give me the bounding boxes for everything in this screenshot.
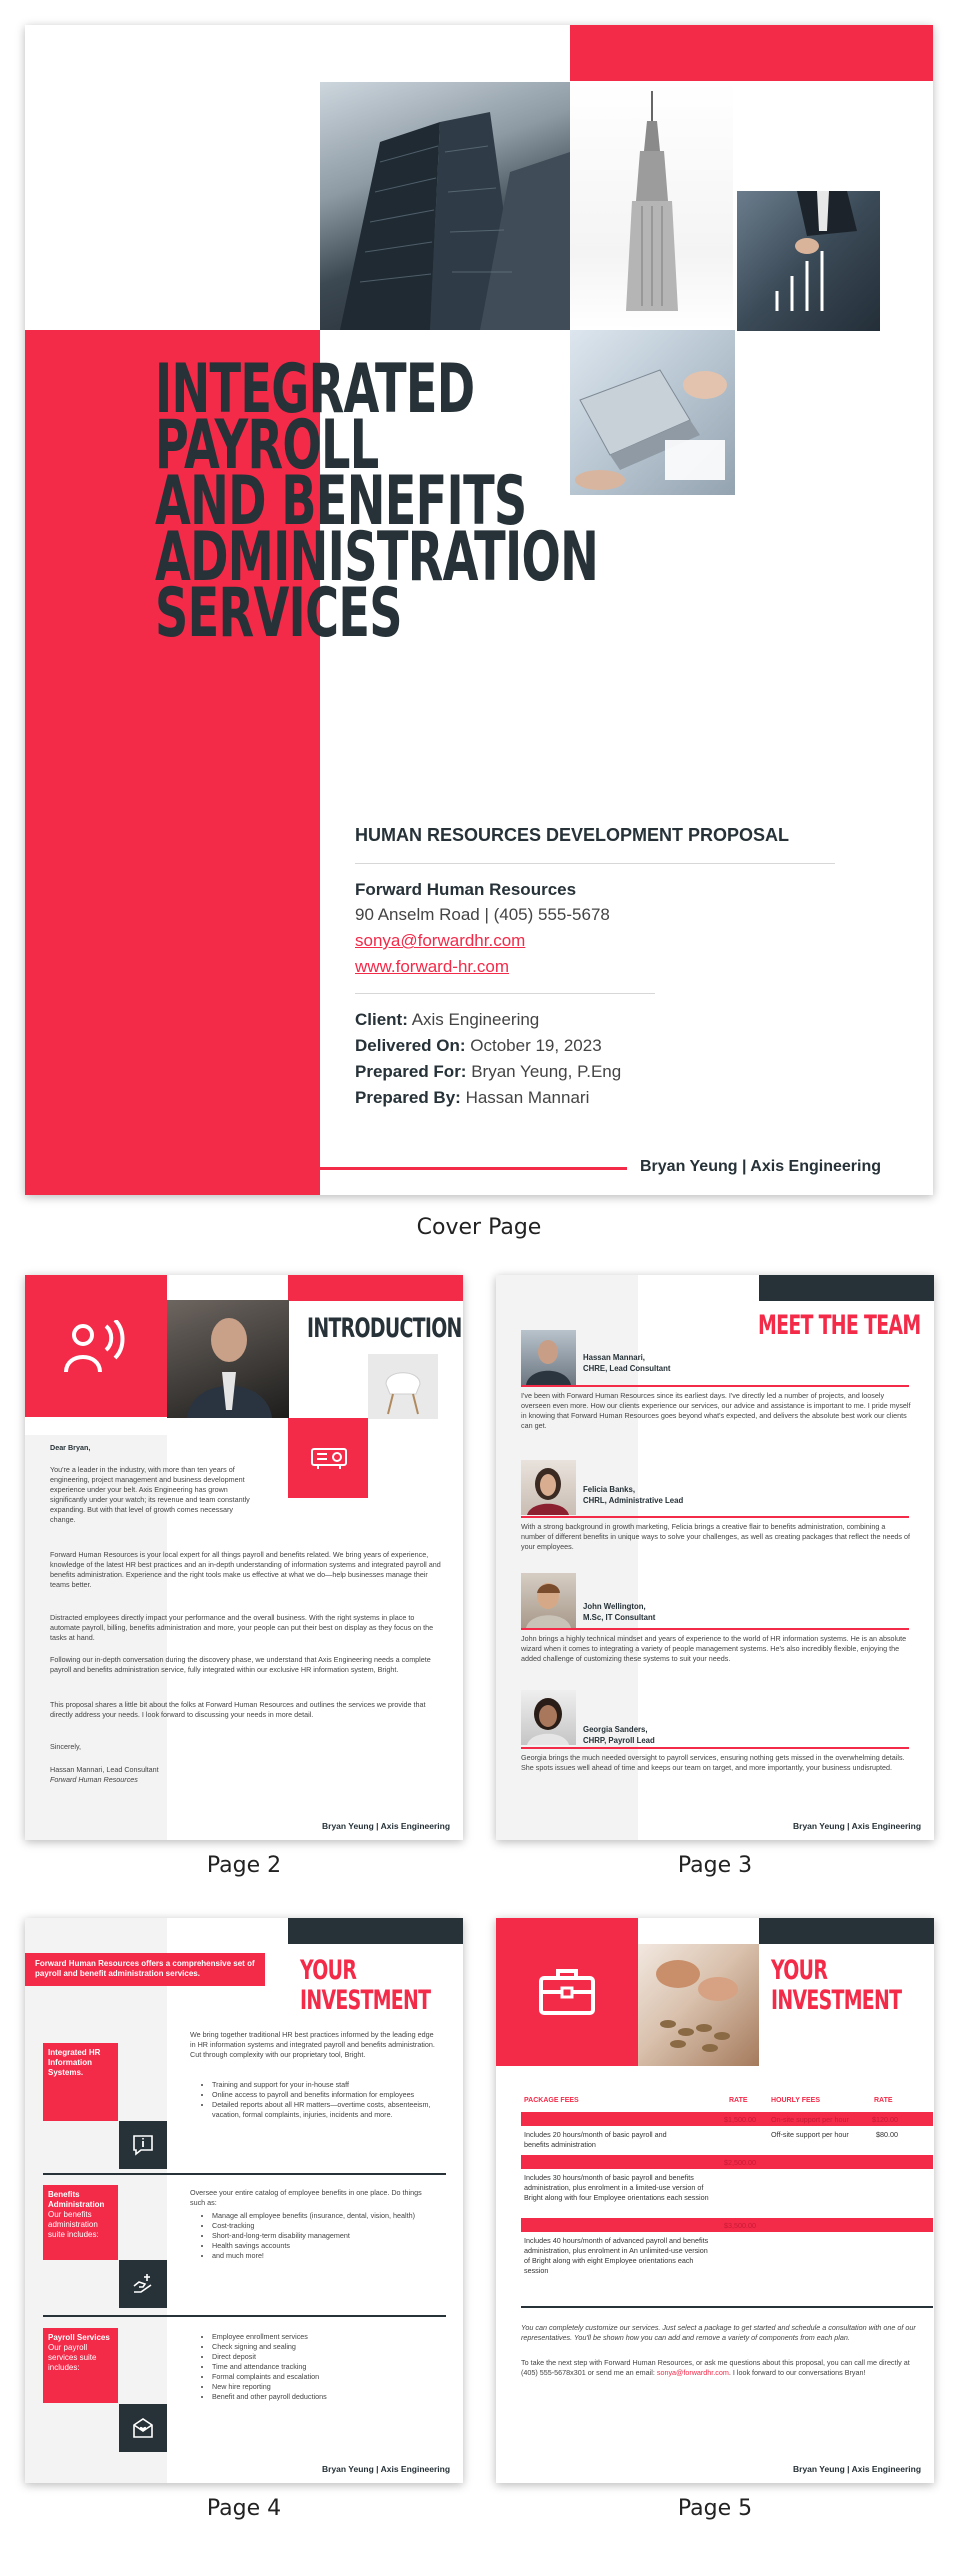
cover-address: 90 Anselm Road | (405) 555-5678	[355, 905, 610, 924]
hourly-rate: $120.00	[872, 2115, 898, 2124]
member-rule	[521, 1747, 909, 1749]
member-name: Georgia Sanders,	[583, 1725, 648, 1734]
section-bullets	[200, 2080, 435, 2120]
footer-rule	[320, 1167, 627, 1170]
page-2	[25, 1275, 463, 1840]
icon-tile	[119, 2404, 167, 2452]
page4-caption: Page 4	[206, 2496, 282, 2521]
divider	[355, 993, 655, 994]
bullet-item: • and much more!	[212, 2251, 435, 2261]
cover-top-red-block	[570, 25, 933, 81]
broadcast-person-icon	[61, 1320, 131, 1375]
section-intro: We bring together traditional HR best practices informed by the leading edge in HR information systems and integrated payroll and benefits administration. Cut through complexity with our proprietary tool, Bright.	[190, 2030, 435, 2059]
package-desc: Includes 30 hours/month of basic payroll and benefits administration, plus enrolment in a limited-use version of Bright along with four Employee orientations each session	[524, 2173, 709, 2202]
cover-website-link[interactable]: www.forward-hr.com	[355, 957, 509, 976]
member-rule	[521, 1628, 909, 1630]
table-header: PACKAGE FEES	[524, 2097, 579, 2104]
page3-heading: MEET THE TEAM	[758, 1310, 921, 1341]
prepared-by-label: Prepared By:	[355, 1088, 461, 1107]
member-title: CHRL, Administrative Lead	[583, 1496, 684, 1505]
section-label-title: Integrated HR Information Systems.	[48, 2048, 101, 2077]
member-title: M.Sc, IT Consultant	[583, 1613, 656, 1622]
bullet-item: • Health savings accounts	[212, 2241, 435, 2251]
divider	[355, 863, 835, 864]
page2-footer: Bryan Yeung | Axis Engineering	[322, 1821, 451, 1831]
member-rule	[521, 1516, 909, 1518]
cover-title-line: PAYROLL	[155, 406, 379, 485]
intro-paragraph: Following our in-depth conversation during the discovery phase, we understand that Axis Engineering needs a complete payroll and benefits administration service, fully integrated within our exclusive HR information system, Bright.	[50, 1655, 431, 1674]
avatar	[521, 1330, 576, 1385]
member-bio: I've been with Forward Human Resources since its earliest days. I've directly led a number of projects, and loosely overseen even more. How our clients experience our services, our advice and assistance is important to me. I pride myself in knowing that Forward Human Resources goes beyond what's expected, and delivers the absolute best work our clients can get.	[521, 1391, 911, 1430]
page3-caption: Page 3	[677, 1853, 753, 1878]
cover-client	[355, 1010, 539, 1030]
cover-title-line: AND BENEFITS	[155, 462, 527, 541]
hand-money-icon	[131, 2272, 155, 2296]
member-bio: Georgia brings the much needed oversight to payroll services, ensuring nothing gets missed in the overwhelming details. She spots issues well ahead of time and keeps our team on target, and more importantly, your business undisrupted.	[521, 1753, 905, 1772]
member-title: CHRP, Payroll Lead	[583, 1736, 655, 1745]
cover-delivered	[355, 1036, 602, 1056]
coins-photo	[638, 1944, 759, 2066]
package-rate: $3,500.00	[724, 2221, 756, 2230]
icon-tile	[119, 2260, 167, 2308]
signature-company: Forward Human Resources	[50, 1775, 138, 1784]
contact-email-link[interactable]: sonya@forwardhr.com	[656, 2368, 729, 2377]
hourly-rate: $80.00	[876, 2130, 898, 2139]
intro-paragraph: You're a leader in the industry, with more than ten years of engineering, project management and business development experience under your belt. Axis Engineering has grown significantly under your watch; its revenue and team constantly expanding. But with that level of growth comes necessary change.	[50, 1465, 250, 1524]
contact-text-end: . I look forward to our conversations Bryan!	[728, 2368, 866, 2377]
bullet-item: • Formal complaints and escalation	[212, 2372, 435, 2382]
section-divider	[43, 2173, 446, 2175]
member-name: John Wellington,	[583, 1602, 646, 1611]
table-bottom-rule	[521, 2306, 933, 2308]
table-header: HOURLY FEES	[771, 2097, 821, 2104]
bullet-item: • Benefit and other payroll deductions	[212, 2392, 435, 2402]
section-divider	[43, 2315, 446, 2317]
section-label-title: Payroll Services	[48, 2333, 110, 2342]
section-bullets	[200, 2211, 435, 2261]
member-rule	[521, 1385, 909, 1387]
table-header: RATE	[729, 2097, 748, 2104]
cover-prepared-by	[355, 1088, 589, 1108]
client-value: Axis Engineering	[411, 1010, 540, 1029]
chart-drawing-photo	[737, 191, 880, 331]
delivered-label: Delivered On:	[355, 1036, 466, 1055]
package-desc: Includes 40 hours/month of advanced payroll and benefits administration, plus enrolment in An unlimited-use version of Bright along with eight Employee orientations each session	[524, 2236, 709, 2275]
prepared-for-label: Prepared For:	[355, 1062, 467, 1081]
signature-name: Hassan Mannari, Lead Consultant	[50, 1765, 159, 1774]
bullet-item: • Short-and-long-term disability management	[212, 2231, 435, 2241]
member-bio: John brings a highly technical mindset and years of experience to the world of HR information systems. He is an absolute wizard when it comes to integrating a variety of people management systems. He's also incredibly flexible, enjoying the added challenge of customizing these systems to suit your needs.	[521, 1634, 907, 1663]
page4-footer: Bryan Yeung | Axis Engineering	[322, 2464, 451, 2474]
cover-prepared-for	[355, 1062, 621, 1082]
dark-strip	[759, 1275, 934, 1301]
section-label-title: Benefits Administration	[48, 2190, 105, 2209]
package-rate: $1,500.00	[724, 2115, 756, 2124]
section-label-sub: Our payroll services suite includes:	[48, 2343, 97, 2372]
bullet-item: • New hire reporting	[212, 2382, 435, 2392]
package-desc: Includes 20 hours/month of basic payroll and benefits administration	[524, 2130, 667, 2149]
delivered-value: October 19, 2023	[470, 1036, 602, 1055]
customize-note: You can completely customize our services. Just select a package to get started and schedule a consultation with one of our representatives. You'll be shown how you can add and remove a variety of components from each plan.	[521, 2323, 916, 2342]
avatar	[521, 1573, 576, 1628]
bullet-item: • Detailed reports about all HR matters—overtime costs, absenteeism, vacation, formal complaints, injuries, incidents and more.	[212, 2100, 435, 2120]
section-label	[43, 2185, 118, 2260]
intro-red-block	[25, 1275, 167, 1417]
cover-company: Forward Human Resources	[355, 880, 577, 899]
bullet-item: • Cost-tracking	[212, 2221, 435, 2231]
businessman-photo	[167, 1300, 289, 1418]
page-5	[496, 1918, 934, 2483]
bullet-item: • Training and support for your in-house staff	[212, 2080, 435, 2090]
dark-strip	[759, 1918, 934, 1944]
client-label: Client:	[355, 1010, 408, 1029]
bullet-item: • Employee enrollment services	[212, 2332, 435, 2342]
chat-info-icon	[132, 2134, 154, 2156]
empire-state-photo	[570, 81, 733, 329]
member-bio: With a strong background in growth marketing, Felicia brings a creative flair to benefits administration, combining a number of different benefits in unique ways to solve your challenges, as well as creating packages that reflect the needs of your employees.	[521, 1522, 911, 1551]
cover-title	[155, 350, 755, 653]
cover-title-line: INTEGRATED	[155, 350, 475, 429]
bullet-item: • Check signing and sealing	[212, 2342, 435, 2352]
bullet-item: • Online access to payroll and benefits information for employees	[212, 2090, 435, 2100]
skyscrapers-photo	[320, 82, 570, 330]
package-rate: $2,500.00	[724, 2158, 756, 2167]
bullet-item: • Manage all employee benefits (insurance, dental, vision, health)	[212, 2211, 435, 2221]
section-label	[43, 2328, 118, 2403]
projector-block	[288, 1418, 368, 1498]
envelope-heart-icon	[131, 2416, 155, 2440]
hourly-fee: Off-site support per hour	[771, 2130, 849, 2139]
section-label-sub: Our benefits administration suite includes:	[48, 2210, 99, 2239]
page5-caption: Page 5	[677, 2496, 753, 2521]
page2-caption: Page 2	[206, 1853, 282, 1878]
contact-text: To take the next step with Forward Human Resources, or ask me questions about this proposal, you can call me directly at (405) 555-5678x301 or send me an email:	[521, 2358, 910, 2377]
chair-photo	[368, 1354, 438, 1419]
icon-tile	[119, 2121, 167, 2169]
prepared-by-value: Hassan Mannari	[465, 1088, 590, 1107]
page4-heading: YOUR INVESTMENT	[300, 1955, 431, 2016]
intro-paragraph: This proposal shares a little bit about the folks at Forward Human Resources and outlines the services we provide that directly address your needs. I look forward to discussing your needs in more detail.	[50, 1700, 426, 1719]
page-3	[496, 1275, 934, 1840]
greeting: Dear Bryan,	[50, 1443, 91, 1452]
intro-paragraph: Forward Human Resources is your local expert for all things payroll and benefits related. We bring years of experience, knowledge of the latest HR best practices and an in-depth understanding of information systems and integrated payroll and benefits administration. Experience and the right tools make us effective at what we do—help businesses manage their teams better.	[50, 1550, 441, 1589]
page4-banner: Forward Human Resources offers a comprehensive set of payroll and benefit administration services.	[25, 1953, 265, 1986]
page-4	[25, 1918, 463, 2483]
page5-footer: Bryan Yeung | Axis Engineering	[793, 2464, 922, 2474]
projector-icon	[310, 1446, 348, 1470]
signoff: Sincerely,	[50, 1742, 82, 1751]
page2-heading: INTRODUCTION	[307, 1313, 462, 1344]
bullet-item: • Time and attendance tracking	[212, 2362, 435, 2372]
intro-paragraph: Distracted employees directly impact your performance and the overall business. With the right systems in place to automate payroll, billing, benefits administration and more, your people can put their best on display as they focus on the tasks at hand.	[50, 1613, 434, 1642]
contact-note	[521, 2358, 921, 2378]
cover-footer: Bryan Yeung | Axis Engineering	[640, 1158, 881, 1175]
bullet-item: • Direct deposit	[212, 2352, 435, 2362]
cover-page	[25, 25, 933, 1195]
hourly-fee: On-site support per hour	[771, 2115, 849, 2124]
briefcase-icon	[538, 1966, 596, 2016]
section-bullets	[200, 2332, 435, 2402]
cover-caption: Cover Page	[416, 1215, 542, 1240]
cover-title-line: ADMINISTRATION	[155, 518, 599, 597]
table-header: RATE	[874, 2097, 893, 2104]
cover-subtitle: HUMAN RESOURCES DEVELOPMENT PROPOSAL	[355, 825, 790, 845]
red-strip	[288, 1275, 463, 1301]
member-name: Felicia Banks,	[583, 1485, 636, 1494]
member-name: Hassan Mannari,	[583, 1353, 645, 1362]
prepared-for-value: Bryan Yeung, P.Eng	[471, 1062, 622, 1081]
dark-strip	[288, 1918, 463, 1944]
page3-footer: Bryan Yeung | Axis Engineering	[793, 1821, 922, 1831]
cover-email-link[interactable]: sonya@forwardhr.com	[355, 931, 526, 950]
page5-heading: YOUR INVESTMENT	[771, 1955, 902, 2016]
briefcase-block	[496, 1918, 638, 2066]
avatar	[521, 1460, 576, 1515]
member-title: CHRE, Lead Consultant	[583, 1364, 671, 1373]
section-label	[43, 2043, 118, 2121]
section-intro: Oversee your entire catalog of employee benefits in one place. Do things such as:	[190, 2188, 422, 2207]
avatar	[521, 1690, 576, 1745]
cover-title-line: SERVICES	[155, 574, 402, 653]
